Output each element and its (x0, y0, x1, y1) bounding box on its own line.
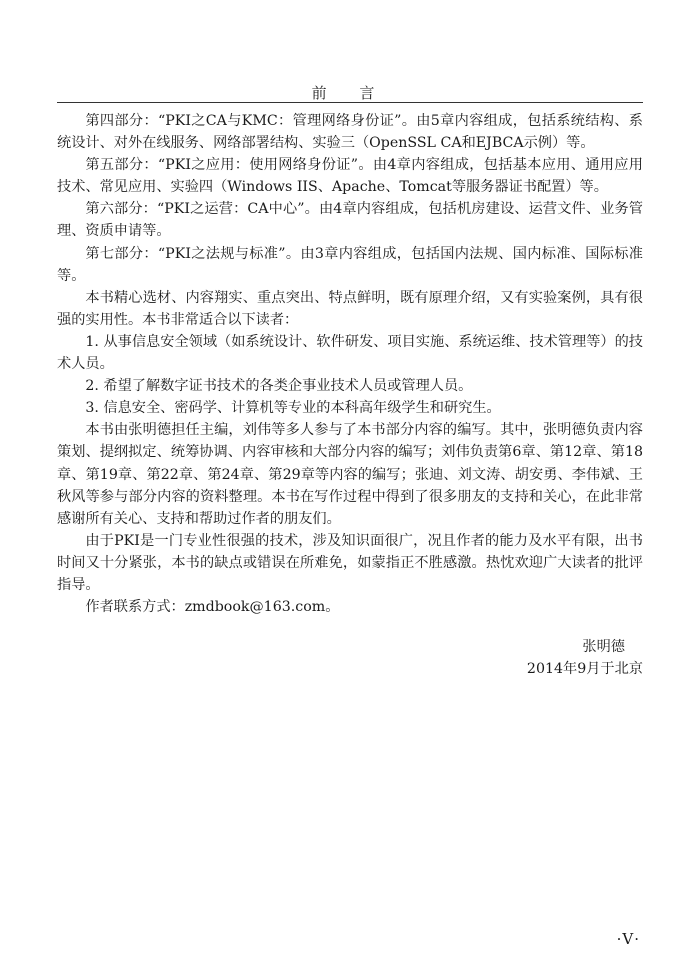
page-number: ·V· (616, 930, 640, 948)
paragraph-part-four: 第四部分：“PKI之CA与KMC：管理网络身份证”。由5章内容组成，包括系统结构、系统设计、对外在线服务、网络部署结构、实验三（OpenSSL CA和EJBCA示例）等。 (57, 113, 643, 152)
paragraph-part-six: 第六部分：“PKI之运营：CA中心”。由4章内容组成，包括机房建设、运营文件、业务管理、资质申请等。 (57, 201, 643, 240)
list-item-reader-3: 3. 信息安全、密码学、计算机等专业的本科高年级学生和研究生。 (85, 400, 501, 417)
paragraph-book-features: 本书精心选材、内容翔实、重点突出、特点鲜明，既有原理介绍，又有实验案例，具有很强的实用性。本书非常适合以下读者： (57, 289, 643, 328)
paragraph-authors: 本书由张明德担任主编，刘伟等多人参与了本书部分内容的编写。其中，张明德负责内容策划、提纲拟定、统筹协调、内容审核和大部分内容的编写；刘伟负责第6章、第12章、第18章、第19章、第22章、第24章、第29章等内容的编写；张迪、刘文涛、胡安勇、李伟斌、王秋风等参与部分内容的资料整理。本书在写作过程中得到了很多朋友的支持和关心，在此非常感谢所有关心、支持和帮助过作者的朋友们。 (57, 422, 643, 527)
preface-body (57, 110, 643, 618)
paragraph-part-seven: 第七部分：“PKI之法规与标准”。由3章内容组成，包括国内法规、国内标准、国际标准等。 (57, 245, 643, 284)
signature-date: 2014年9月于北京 (526, 661, 643, 677)
page-header-title: 前 言 (311, 84, 389, 102)
list-item-reader-1: 1. 从事信息安全领域（如系统设计、软件研发、项目实施、系统运维、技术管理等）的技术人员。 (57, 333, 643, 373)
paragraph-contact: 作者联系方式：zmdbook@163.com。 (85, 599, 340, 616)
paragraph-disclaimer: 由于PKI是一门专业性很强的技术，涉及知识面很广，况且作者的能力及水平有限，出书时间又十分紧张，本书的缺点或错误在所难免，如蒙指正不胜感激。热忱欢迎广大读者的批评指导。 (57, 532, 643, 593)
list-item-reader-2: 2. 希望了解数字证书技术的各类企事业技术人员或管理人员。 (85, 378, 473, 395)
paragraph-part-five: 第五部分：“PKI之应用：使用网络身份证”。由4章内容组成，包括基本应用、通用应用技术、常见应用、实验四（Windows IIS、Apache、Tomcat等服务器证书配置）等。 (57, 157, 643, 196)
signature-name: 张明德 (582, 639, 625, 655)
header-divider (57, 102, 643, 103)
